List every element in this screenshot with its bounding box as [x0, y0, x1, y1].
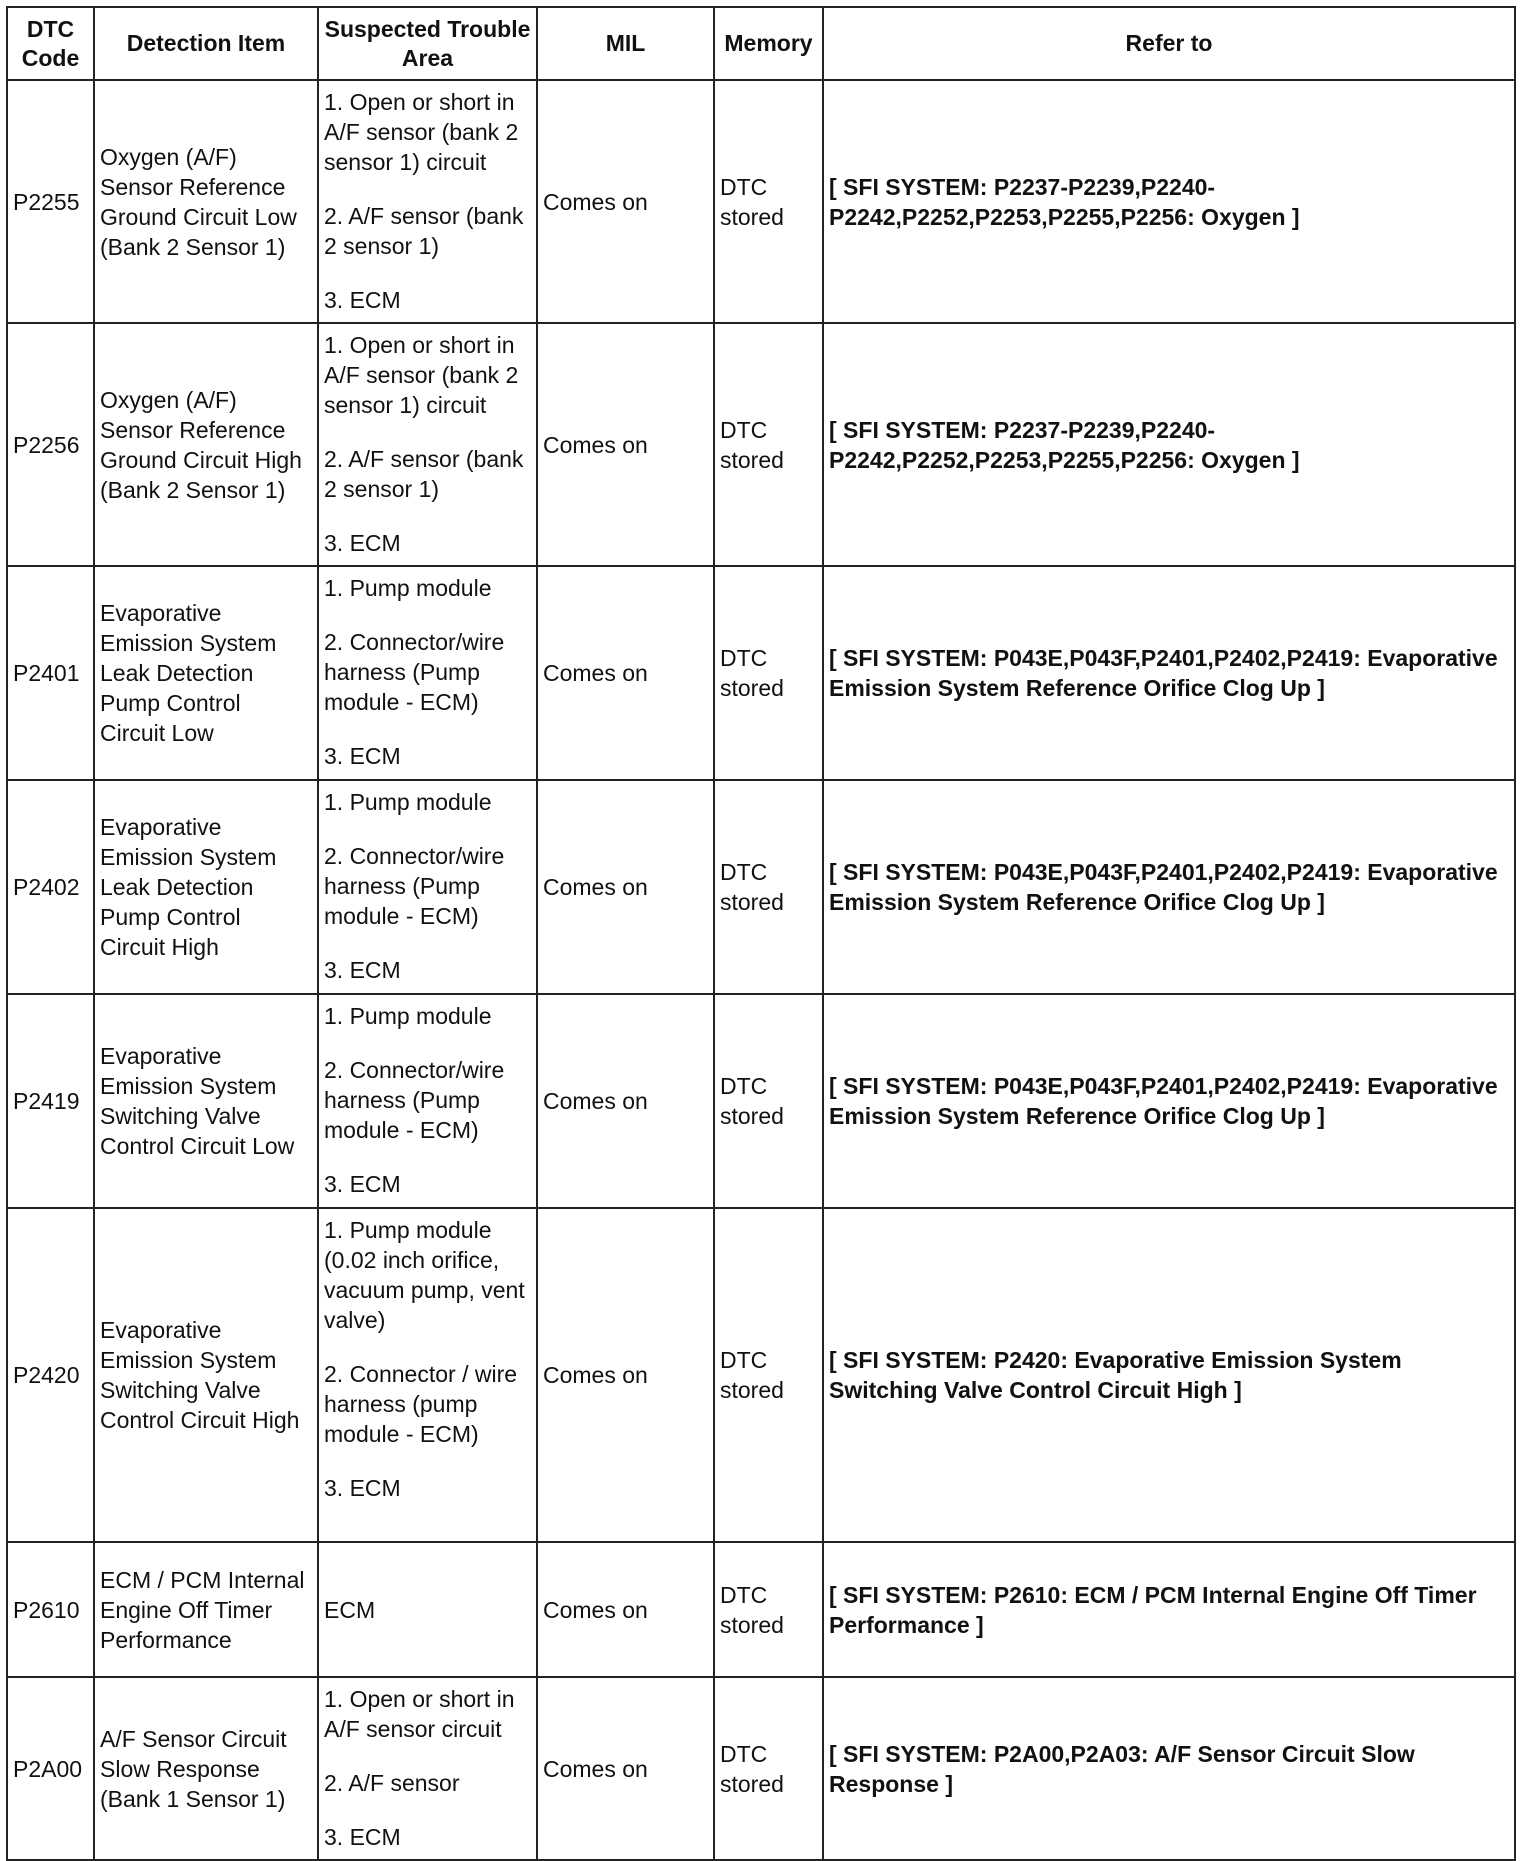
trouble-area-cell: [318, 780, 537, 994]
trouble-area-item: 2. A/F sensor (bank 2 sensor 1): [324, 203, 524, 259]
detection-item-cell: ECM / PCM Internal Engine Off Timer Performance: [94, 1542, 318, 1677]
detection-item-cell: Evaporative Emission System Switching Valve Control Circuit High: [94, 1208, 318, 1542]
detection-item-cell: Oxygen (A/F) Sensor Reference Ground Circuit High (Bank 2 Sensor 1): [94, 323, 318, 566]
trouble-area-item: 1. Open or short in A/F sensor (bank 2 sensor 1) circuit: [324, 332, 519, 418]
trouble-area-item: 2. Connector/wire harness (Pump module - ECM): [324, 843, 505, 929]
dtc-code-cell: P2401: [7, 566, 94, 780]
header-refer-to: Refer to: [823, 7, 1515, 80]
trouble-area-item: 1. Pump module: [324, 789, 492, 815]
trouble-area-item: 3. ECM: [324, 1824, 401, 1850]
trouble-area-item: 3. ECM: [324, 1171, 401, 1197]
dtc-code-cell: P2A00: [7, 1677, 94, 1860]
mil-cell: Comes on: [537, 1542, 714, 1677]
refer-link[interactable]: [ SFI SYSTEM: P2237-P2239,P2240-P2242,P2252,P2253,P2255,P2256: Oxygen ]: [823, 323, 1515, 566]
refer-link[interactable]: [ SFI SYSTEM: P2420: Evaporative Emission System Switching Valve Control Circuit High ]: [823, 1208, 1515, 1542]
memory-cell: DTC stored: [714, 1677, 823, 1860]
mil-cell: Comes on: [537, 994, 714, 1208]
table-row: [7, 780, 1515, 994]
trouble-area-item: 3. ECM: [324, 530, 401, 556]
memory-cell: DTC stored: [714, 80, 823, 323]
mil-cell: Comes on: [537, 323, 714, 566]
refer-link[interactable]: [ SFI SYSTEM: P2237-P2239,P2240-P2242,P2252,P2253,P2255,P2256: Oxygen ]: [823, 80, 1515, 323]
table-row: [7, 566, 1515, 780]
memory-cell: DTC stored: [714, 566, 823, 780]
trouble-area-item: 2. Connector/wire harness (Pump module - ECM): [324, 629, 505, 715]
table-row: [7, 80, 1515, 323]
detection-item-cell: Evaporative Emission System Leak Detection Pump Control Circuit High: [94, 780, 318, 994]
detection-item-cell: A/F Sensor Circuit Slow Response (Bank 1 Sensor 1): [94, 1677, 318, 1860]
dtc-code-cell: P2256: [7, 323, 94, 566]
detection-item-cell: Oxygen (A/F) Sensor Reference Ground Circuit Low (Bank 2 Sensor 1): [94, 80, 318, 323]
trouble-area-cell: [318, 1208, 537, 1542]
header-mil: MIL: [537, 7, 714, 80]
trouble-area-cell: ECM: [318, 1542, 537, 1677]
trouble-area-item: 3. ECM: [324, 743, 401, 769]
refer-link[interactable]: [ SFI SYSTEM: P043E,P043F,P2401,P2402,P2419: Evaporative Emission System Reference Orifice Clog Up ]: [823, 566, 1515, 780]
table-row: [7, 1542, 1515, 1677]
trouble-area-item: 1. Pump module (0.02 inch orifice, vacuum pump, vent valve): [324, 1217, 525, 1333]
mil-cell: Comes on: [537, 780, 714, 994]
refer-link[interactable]: [ SFI SYSTEM: P043E,P043F,P2401,P2402,P2419: Evaporative Emission System Reference Orifice Clog Up ]: [823, 780, 1515, 994]
table-row: [7, 323, 1515, 566]
dtc-code-cell: P2420: [7, 1208, 94, 1542]
dtc-code-cell: P2255: [7, 80, 94, 323]
trouble-area-item: 1. Open or short in A/F sensor (bank 2 sensor 1) circuit: [324, 89, 519, 175]
header-trouble-area: Suspected Trouble Area: [318, 7, 537, 80]
refer-link[interactable]: [ SFI SYSTEM: P043E,P043F,P2401,P2402,P2419: Evaporative Emission System Reference Orifice Clog Up ]: [823, 994, 1515, 1208]
table-row: [7, 994, 1515, 1208]
trouble-area-item: 2. A/F sensor: [324, 1770, 460, 1796]
dtc-code-cell: P2610: [7, 1542, 94, 1677]
trouble-area-cell: [318, 566, 537, 780]
mil-cell: Comes on: [537, 566, 714, 780]
trouble-area-cell: [318, 1677, 537, 1860]
trouble-area-item: 1. Pump module: [324, 575, 492, 601]
memory-cell: DTC stored: [714, 1208, 823, 1542]
header-row: [7, 7, 1515, 80]
detection-item-cell: Evaporative Emission System Leak Detection Pump Control Circuit Low: [94, 566, 318, 780]
trouble-area-item: 3. ECM: [324, 1475, 401, 1501]
trouble-area-item: 1. Open or short in A/F sensor circuit: [324, 1686, 515, 1742]
dtc-code-cell: P2402: [7, 780, 94, 994]
refer-link[interactable]: [ SFI SYSTEM: P2A00,P2A03: A/F Sensor Circuit Slow Response ]: [823, 1677, 1515, 1860]
trouble-area-item: 1. Pump module: [324, 1003, 492, 1029]
memory-cell: DTC stored: [714, 1542, 823, 1677]
trouble-area-item: 2. A/F sensor (bank 2 sensor 1): [324, 446, 524, 502]
trouble-area-cell: [318, 323, 537, 566]
mil-cell: Comes on: [537, 1208, 714, 1542]
trouble-area-cell: [318, 80, 537, 323]
trouble-area-item: 2. Connector / wire harness (pump module - ECM): [324, 1361, 518, 1447]
header-detection-item: Detection Item: [94, 7, 318, 80]
dtc-code-cell: P2419: [7, 994, 94, 1208]
trouble-area-item: 3. ECM: [324, 287, 401, 313]
mil-cell: Comes on: [537, 80, 714, 323]
table-row: [7, 1677, 1515, 1860]
trouble-area-cell: [318, 994, 537, 1208]
mil-cell: Comes on: [537, 1677, 714, 1860]
dtc-table: [6, 6, 1516, 1861]
trouble-area-item: 3. ECM: [324, 957, 401, 983]
table-row: [7, 1208, 1515, 1542]
memory-cell: DTC stored: [714, 994, 823, 1208]
memory-cell: DTC stored: [714, 323, 823, 566]
header-memory: Memory: [714, 7, 823, 80]
refer-link[interactable]: [ SFI SYSTEM: P2610: ECM / PCM Internal Engine Off Timer Performance ]: [823, 1542, 1515, 1677]
detection-item-cell: Evaporative Emission System Switching Valve Control Circuit Low: [94, 994, 318, 1208]
trouble-area-item: 2. Connector/wire harness (Pump module - ECM): [324, 1057, 505, 1143]
header-dtc-code: DTC Code: [7, 7, 94, 80]
memory-cell: DTC stored: [714, 780, 823, 994]
